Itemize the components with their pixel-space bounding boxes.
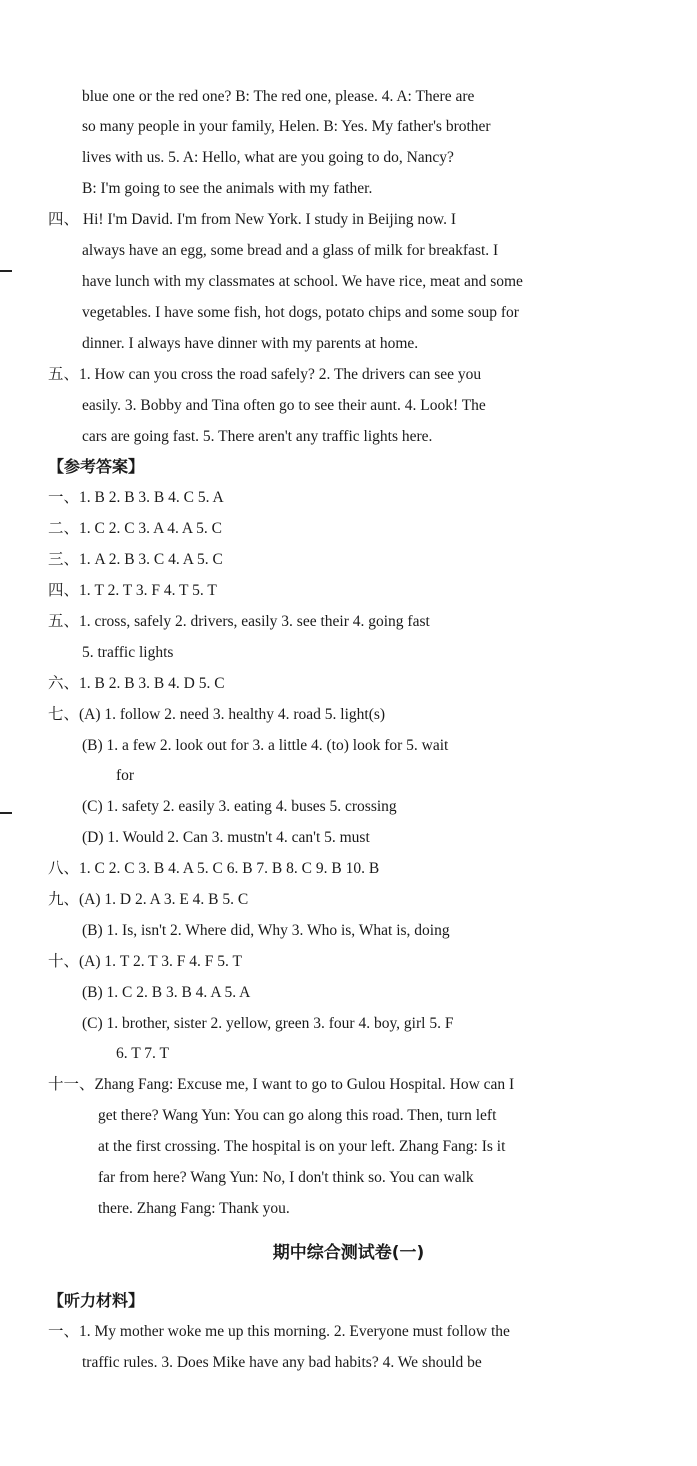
text-line: 七、(A) 1. follow 2. need 3. healthy 4. road 5. light(s) bbox=[48, 706, 386, 723]
text-line: (B) 1. Is, isn't 2. Where did, Why 3. Who is, What is, doing bbox=[82, 922, 450, 939]
text-line: 一、1. My mother woke me up this morning. 2. Everyone must follow the bbox=[48, 1323, 510, 1340]
text-line: 6. T 7. T bbox=[116, 1045, 169, 1062]
text-line: (C) 1. brother, sister 2. yellow, green 3. four 4. boy, girl 5. F bbox=[82, 1015, 454, 1032]
text-line: (D) 1. Would 2. Can 3. mustn't 4. can't 5. must bbox=[82, 829, 370, 846]
text-line: blue one or the red one? B: The red one, please. 4. A: There are bbox=[82, 88, 475, 105]
text-line: 六、1. B 2. B 3. B 4. D 5. C bbox=[48, 675, 225, 692]
text-line: 八、1. C 2. C 3. B 4. A 5. C 6. B 7. B 8. C 9. B 10. B bbox=[48, 860, 380, 877]
text-line: lives with us. 5. A: Hello, what are you going to do, Nancy? bbox=[82, 149, 454, 166]
text-line: dinner. I always have dinner with my parents at home. bbox=[82, 335, 419, 352]
text-line: (C) 1. safety 2. easily 3. eating 4. buses 5. crossing bbox=[82, 798, 397, 815]
text-line: get there? Wang Yun: You can go along this road. Then, turn left bbox=[98, 1107, 497, 1124]
text-line: cars are going fast. 5. There aren't any traffic lights here. bbox=[82, 428, 433, 445]
text-line: always have an egg, some bread and a glass of milk for breakfast. I bbox=[82, 242, 499, 259]
text-line: 二、1. C 2. C 3. A 4. A 5. C bbox=[48, 520, 222, 537]
section-title: 期中综合测试卷(一) bbox=[272, 1243, 425, 1263]
text-line: so many people in your family, Helen. B: Yes. My father's brother bbox=[82, 118, 491, 135]
text-line: (B) 1. C 2. B 3. B 4. A 5. A bbox=[82, 984, 251, 1001]
text-line: 三、1. A 2. B 3. C 4. A 5. C bbox=[48, 551, 223, 568]
text-line: far from here? Wang Yun: No, I don't think so. You can walk bbox=[98, 1169, 474, 1186]
text-line: have lunch with my classmates at school. We have rice, meat and some bbox=[82, 273, 523, 290]
text-line: 十一、Zhang Fang: Excuse me, I want to go to Gulou Hospital. How can I bbox=[48, 1076, 515, 1093]
text-line: easily. 3. Bobby and Tina often go to see their aunt. 4. Look! The bbox=[82, 397, 486, 414]
section-heading: 【参考答案】 bbox=[48, 457, 145, 476]
text-line: 九、(A) 1. D 2. A 3. E 4. B 5. C bbox=[48, 891, 249, 908]
text-line: 五、1. How can you cross the road safely? 2. The drivers can see you bbox=[48, 366, 482, 383]
text-line: (B) 1. a few 2. look out for 3. a little 4. (to) look for 5. wait bbox=[82, 737, 449, 754]
margin-tick bbox=[0, 270, 12, 272]
text-line: 五、1. cross, safely 2. drivers, easily 3. see their 4. going fast bbox=[48, 613, 430, 630]
text-line: 一、1. B 2. B 3. B 4. C 5. A bbox=[48, 489, 224, 506]
text-line: for bbox=[116, 767, 135, 784]
text-line: at the first crossing. The hospital is on your left. Zhang Fang: Is it bbox=[98, 1138, 506, 1155]
text-line: there. Zhang Fang: Thank you. bbox=[98, 1200, 290, 1217]
text-line: B: I'm going to see the animals with my father. bbox=[82, 180, 373, 197]
text-line: vegetables. I have some fish, hot dogs, potato chips and some soup for bbox=[82, 304, 519, 321]
text-line: 四、 Hi! I'm David. I'm from New York. I study in Beijing now. I bbox=[48, 211, 456, 228]
text-line: 十、(A) 1. T 2. T 3. F 4. F 5. T bbox=[48, 953, 242, 970]
margin-tick bbox=[0, 812, 12, 814]
section-heading: 【听力材料】 bbox=[48, 1291, 145, 1310]
text-line: traffic rules. 3. Does Mike have any bad habits? 4. We should be bbox=[82, 1354, 482, 1371]
text-line: 四、1. T 2. T 3. F 4. T 5. T bbox=[48, 582, 217, 599]
text-line: 5. traffic lights bbox=[82, 644, 174, 661]
